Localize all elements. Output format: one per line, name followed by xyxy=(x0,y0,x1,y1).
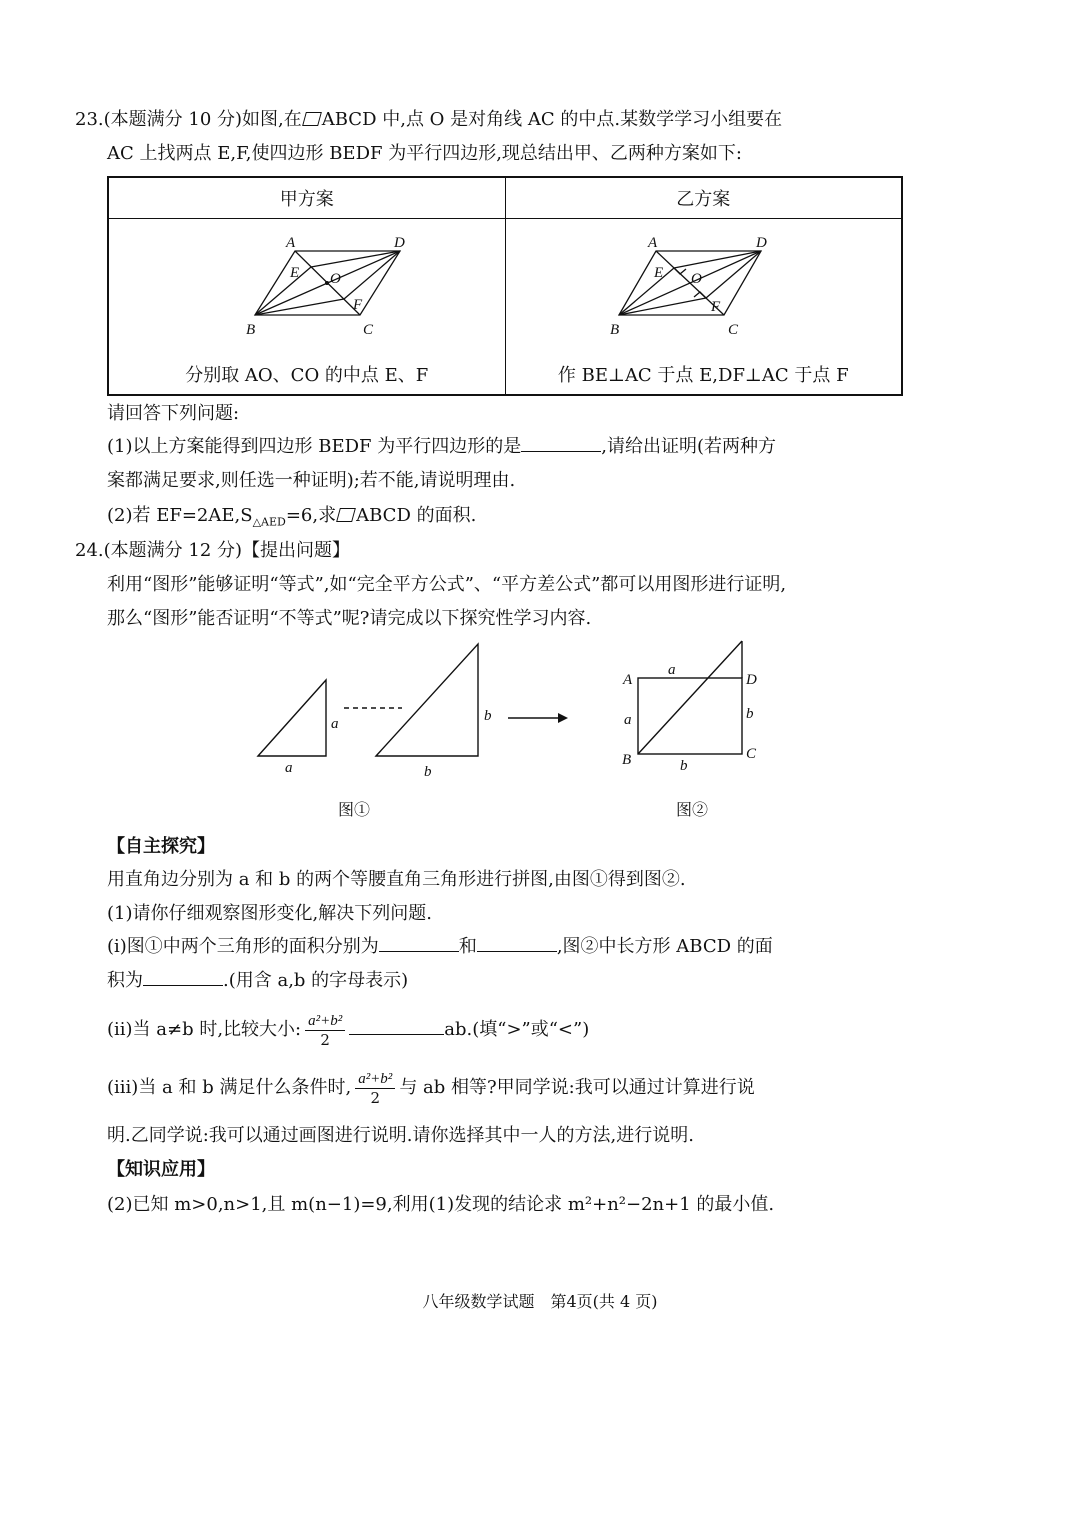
label-c: C xyxy=(362,322,373,338)
label-b: b xyxy=(746,706,754,722)
segment-be xyxy=(619,268,674,315)
label-e: E xyxy=(654,265,664,281)
q24-ii-line: (ⅱ)当 a≠b 时,比较大小: $\frac{\text{a²+b²}}{2}$ ab.(填“>”或“<”) xyxy=(107,1012,590,1049)
label-a: a xyxy=(624,712,632,728)
scheme-b-caption: 作 BE⊥AC 于点 E,DF⊥AC 于点 F xyxy=(505,354,902,395)
scheme-comparison-table xyxy=(107,176,903,396)
segment-bf xyxy=(255,299,344,315)
label-A: A xyxy=(623,672,633,688)
fig1-caption: 图① xyxy=(338,800,371,819)
label-e: E xyxy=(289,265,299,281)
label-f: F xyxy=(352,297,362,313)
label-b: b xyxy=(424,764,432,780)
q24-s1-line-1: 用直角边分别为 a 和 b 的两个等腰直角三角形进行拼图,由图①得到图②. xyxy=(107,869,686,890)
diagonal-bd xyxy=(619,251,761,315)
right-angle-mark-e xyxy=(674,268,686,274)
label-a: a xyxy=(668,662,676,678)
label-b: B xyxy=(245,322,255,338)
parallelogram-symbol-icon xyxy=(302,112,322,126)
segment-fd xyxy=(706,251,761,298)
small-triangle xyxy=(258,680,326,756)
scheme-b-parallelogram-figure xyxy=(506,219,900,349)
label-d: D xyxy=(756,235,768,251)
q23-line-2: AC 上找两点 E,F,使四边形 BEDF 为平行四边形,现总结出甲、乙两种方案如下: xyxy=(107,143,742,164)
segment-bf xyxy=(619,298,706,315)
segment-fd xyxy=(344,251,400,299)
large-triangle xyxy=(376,644,478,756)
rectangle-abcd xyxy=(638,678,742,754)
label-D: D xyxy=(746,672,757,688)
fig2-caption: 图② xyxy=(676,800,709,819)
hypotenuse-line xyxy=(638,641,742,754)
q24-line-2: 利用“图形”能够证明“等式”,如“完全平方公式”、“平方差公式”都可以用图形进行证明, xyxy=(107,574,787,595)
answer-blank[interactable] xyxy=(477,933,557,952)
label-a: a xyxy=(331,716,339,732)
label-o: O xyxy=(691,271,703,287)
q24-iii-line-2: 明.乙同学说:我可以通过画图进行说明.请你选择其中一人的方法,进行说明. xyxy=(107,1125,694,1146)
answer-blank[interactable] xyxy=(143,967,223,986)
scheme-a-caption: 分别取 AO、CO 的中点 E、F xyxy=(108,354,505,395)
point-o xyxy=(325,281,329,285)
page-footer: 八年级数学试题 第4页(共 4 页) xyxy=(422,1292,658,1311)
q23-line-1: 23.(本题满分 10 分)如图,在 ABCD 中,点 O 是对角线 AC 的中点.某数学学习小组要在 xyxy=(75,109,783,130)
q24-line-1: 24.(本题满分 12 分)【提出问题】 xyxy=(75,540,351,561)
q24-line-3: 那么“图形”能否证明“不等式”呢?请完成以下探究性学习内容. xyxy=(107,608,592,629)
label-c: C xyxy=(728,322,739,338)
q24-part2: (2)已知 m>0,n>1,且 m(n−1)=9,利用(1)发现的结论求 m²+n²−2n+1 的最小值. xyxy=(107,1194,775,1215)
label-C: C xyxy=(746,746,757,762)
scheme-b-header: 乙方案 xyxy=(505,177,902,219)
label-B: B xyxy=(622,752,632,768)
q23-part2: (2)若 $EF=2AE,S_{\triangle AED}=6$,求 ABCD 的面积. xyxy=(107,505,477,529)
answer-blank[interactable] xyxy=(379,933,459,952)
label-b: b xyxy=(680,758,688,774)
q24-i-line-1: (ⅰ)图①中两个三角形的面积分别为 和 ,图②中长方形 ABCD 的面 xyxy=(107,933,773,961)
label-o: O xyxy=(329,271,341,287)
right-angle-mark-f xyxy=(694,292,706,298)
fraction-a2b2-over-2: $\frac{\text{a²+b²}}{2}$ xyxy=(355,1070,395,1107)
answer-blank[interactable] xyxy=(349,1016,444,1035)
q23-part1-line-2: 案都满足要求,则任选一种证明);若不能,请说明理由. xyxy=(107,470,516,491)
q24-s1-line-2: (1)请你仔细观察图形变化,解决下列问题. xyxy=(107,903,432,924)
label-b: B xyxy=(610,322,620,338)
q24-iii-line-1: (ⅲ)当 a 和 b 满足什么条件时, $\frac{\text{a²+b²}}{2}$ 与 ab 相等?甲同学说:我可以通过计算进行说 xyxy=(107,1070,755,1107)
section-knowledge-apply: 【知识应用】 xyxy=(107,1159,215,1180)
segment-ed xyxy=(311,251,400,267)
label-a: A xyxy=(648,235,658,251)
parallelogram-symbol-icon xyxy=(336,508,356,522)
label-a: A xyxy=(285,235,295,251)
segment-be xyxy=(255,267,311,315)
fraction-a2b2-over-2: $\frac{\text{a²+b²}}{2}$ xyxy=(305,1012,345,1049)
q23-part1-line-1: (1)以上方案能得到四边形 BEDF 为平行四边形的是 ,请给出证明(若两种方 xyxy=(107,433,776,461)
label-b: b xyxy=(484,708,492,724)
arrow-head-icon xyxy=(558,713,568,723)
scheme-b-figure-cell xyxy=(505,219,902,355)
answer-blank[interactable] xyxy=(521,433,601,452)
section-self-explore: 【自主探究】 xyxy=(107,836,215,857)
q23-prompt: 请回答下列问题: xyxy=(107,403,240,424)
label-a: a xyxy=(285,760,293,776)
q24-i-line-2: 积为 .(用含 a,b 的字母表示) xyxy=(107,967,408,995)
scheme-a-header: 甲方案 xyxy=(108,177,505,219)
scheme-a-parallelogram-figure xyxy=(110,219,504,349)
label-f: F xyxy=(711,299,721,315)
scheme-a-figure-cell xyxy=(108,219,505,355)
segment-ed xyxy=(674,251,761,268)
label-d: D xyxy=(393,235,405,251)
